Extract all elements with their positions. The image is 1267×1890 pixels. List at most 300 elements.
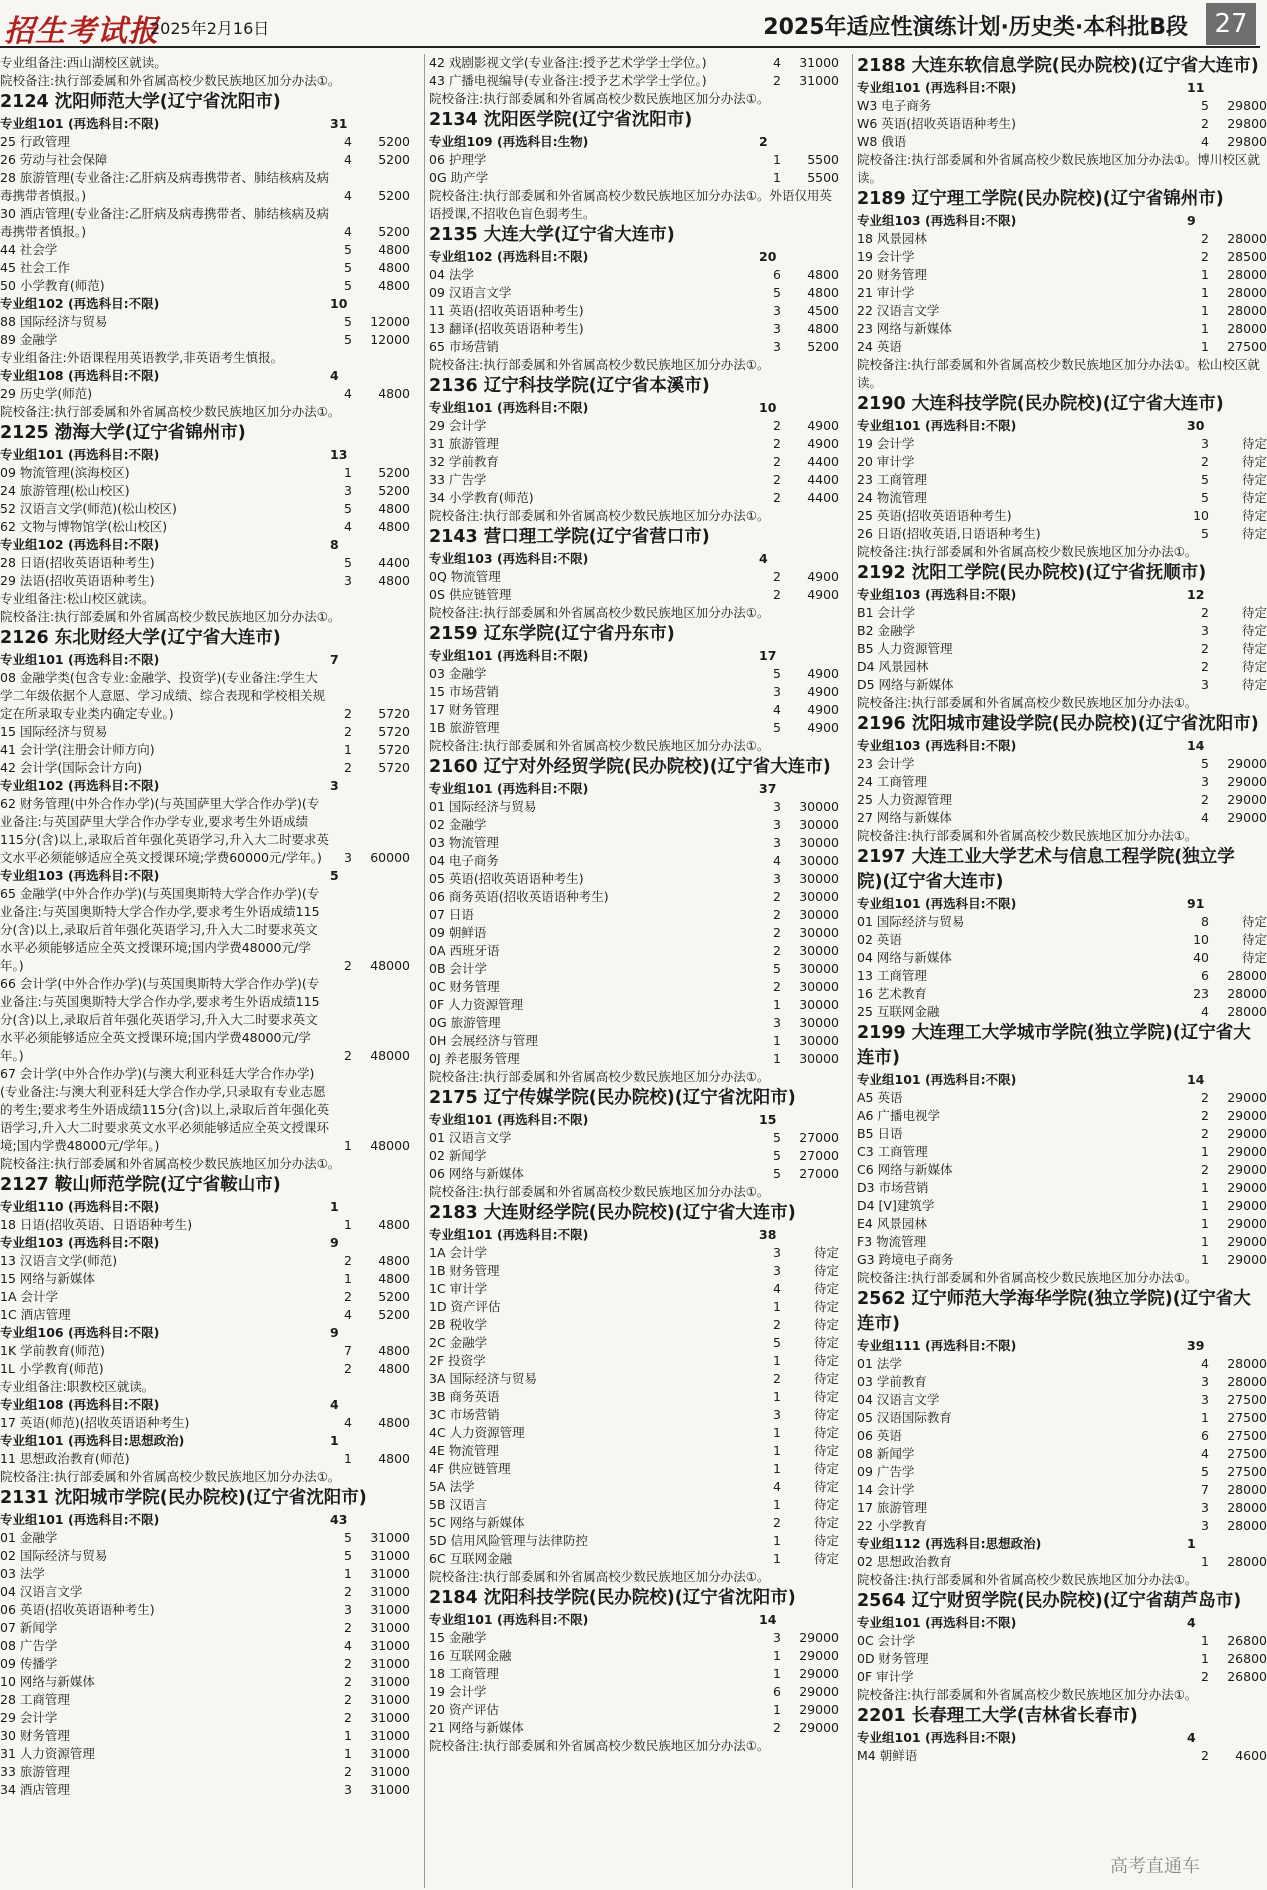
major-quota: 5	[773, 961, 781, 976]
major-tuition: 29800	[1227, 98, 1267, 113]
major-quota: 4	[773, 55, 781, 70]
major-quota: 5	[344, 242, 352, 257]
major-row	[857, 489, 1267, 507]
major-name: 01 汉语言文学	[429, 1130, 512, 1145]
major-quota: 5	[1201, 472, 1209, 487]
major-quota: 1	[344, 742, 352, 757]
major-name: 01 国际经济与贸易	[857, 914, 965, 929]
major-tuition: 待定	[1241, 623, 1267, 638]
major-name: 20 财务管理	[857, 267, 927, 282]
school-heading: 2196 沈阳城市建设学院(民办院校)(辽宁省沈阳市)	[857, 714, 1259, 734]
major-name: 0G 旅游管理	[429, 1015, 501, 1030]
major-row	[857, 1391, 1267, 1409]
major-tuition: 31000	[370, 1782, 410, 1797]
page-number: 27	[1206, 3, 1256, 45]
major-tuition: 29000	[799, 1720, 839, 1735]
group-label: 专业组110 (再选科目:不限)	[0, 1199, 160, 1214]
major-tuition: 待定	[813, 1317, 839, 1332]
major-name: 03 金融学	[429, 666, 487, 681]
major-tuition: 4800	[378, 260, 410, 275]
major-name: 88 国际经济与贸易	[0, 314, 108, 329]
major-row	[857, 1481, 1267, 1499]
major-name: 13 翻译(招收英语语种考生)	[429, 321, 584, 336]
major-group-row	[429, 1111, 838, 1129]
major-name: 1L 小学教育(师范)	[0, 1361, 104, 1376]
major-name: 19 会计学	[857, 249, 915, 264]
school-heading: 2124 沈阳师范大学(辽宁省沈阳市)	[0, 92, 281, 112]
major-row	[429, 701, 838, 719]
major-quota: 1	[1201, 303, 1209, 318]
major-name: 34 小学教育(师范)	[429, 490, 534, 505]
major-quota: 2	[773, 979, 781, 994]
major-quota: 10	[1193, 932, 1209, 947]
major-tuition: 5720	[378, 724, 410, 739]
remark-text: 院校备注:执行部委属和外省属高校少数民族地区加分办法①。	[429, 91, 770, 106]
major-tuition: 5200	[378, 1289, 410, 1304]
major-name: 09 传播学	[0, 1656, 58, 1671]
major-tuition: 28000	[1227, 1518, 1267, 1533]
major-name: 10 网络与新媒体	[0, 1674, 95, 1689]
major-row	[857, 1747, 1267, 1765]
major-name: 24 物流管理	[857, 490, 927, 505]
major-name: 01 法学	[857, 1356, 902, 1371]
major-row	[857, 507, 1267, 525]
major-name: 0F 审计学	[857, 1669, 914, 1684]
major-tuition: 26800	[1227, 1669, 1267, 1684]
major-quota: 3	[773, 684, 781, 699]
major-name: 26 日语(招收英语,日语语种考生)	[857, 526, 1041, 541]
major-row	[429, 1406, 838, 1424]
group-label: 专业组101 (再选科目:不限)	[429, 648, 589, 663]
major-name: 2B 税收学	[429, 1317, 488, 1332]
major-row	[429, 906, 838, 924]
major-tuition: 4800	[378, 278, 410, 293]
major-name: 14 会计学	[857, 1482, 915, 1497]
major-row	[857, 773, 1267, 791]
major-tuition: 待定	[813, 1389, 839, 1404]
major-row	[429, 1478, 838, 1496]
major-tuition: 4900	[807, 684, 839, 699]
group-quota: 12	[1187, 587, 1205, 602]
major-name: 19 会计学	[857, 436, 915, 451]
major-row	[429, 1262, 838, 1280]
major-row	[857, 658, 1267, 676]
major-tuition: 31000	[370, 1656, 410, 1671]
major-tuition: 30000	[799, 907, 839, 922]
major-row	[0, 1673, 410, 1691]
major-tuition: 待定	[1241, 436, 1267, 451]
major-tuition: 待定	[813, 1479, 839, 1494]
major-quota: 2	[1201, 1162, 1209, 1177]
major-quota: 2	[344, 1584, 352, 1599]
major-quota: 2	[773, 454, 781, 469]
major-name: 24 工商管理	[857, 774, 927, 789]
major-tuition: 27500	[1227, 1446, 1267, 1461]
major-name: 15 金融学	[429, 1630, 487, 1645]
major-name: 17 财务管理	[429, 702, 499, 717]
group-label: 专业组101 (再选科目:不限)	[0, 116, 160, 131]
major-tuition: 30000	[799, 1051, 839, 1066]
major-row	[0, 1216, 410, 1234]
school-heading: 2201 长春理工大学(吉林省长春市)	[857, 1706, 1138, 1726]
major-quota: 3	[773, 321, 781, 336]
major-name: 43 广播电视编导(专业备注:授予艺术学学士学位。)	[429, 73, 707, 88]
major-tuition: 29000	[1227, 1198, 1267, 1213]
column-1	[0, 54, 410, 1888]
major-row	[429, 1514, 838, 1532]
major-quota: 1	[773, 170, 781, 185]
major-quota: 1	[344, 1217, 352, 1232]
major-row	[0, 133, 410, 151]
major-quota: 2	[1201, 641, 1209, 656]
major-tuition: 28000	[1227, 1500, 1267, 1515]
major-group-row	[0, 1234, 410, 1252]
major-group-row	[429, 550, 838, 568]
major-tuition: 29000	[1227, 1234, 1267, 1249]
major-quota: 4	[344, 1307, 352, 1322]
major-name: 28 日语(招收英语语种考生)	[0, 555, 155, 570]
group-label: 专业组103 (再选科目:不限)	[0, 1235, 160, 1250]
major-name: 4E 物流管理	[429, 1443, 499, 1458]
school-heading: 2160 辽宁对外经贸学院(民办院校)(辽宁省大连市)	[429, 757, 831, 777]
major-name: 16 互联网金融	[429, 1648, 512, 1663]
group-quota: 4	[1187, 1730, 1196, 1745]
major-row	[0, 1450, 410, 1468]
major-tuition: 4800	[378, 1361, 410, 1376]
major-tuition: 60000	[370, 850, 410, 865]
group-quota: 15	[759, 1112, 777, 1127]
major-name: D5 网络与新媒体	[857, 677, 954, 692]
major-row	[429, 489, 838, 507]
major-name: 18 风景园林	[857, 231, 927, 246]
major-quota: 1	[1201, 267, 1209, 282]
major-row	[0, 1270, 410, 1288]
major-row	[429, 1032, 838, 1050]
major-name: E4 风景园林	[857, 1216, 927, 1231]
major-name: 13 汉语言文学(师范)	[0, 1253, 118, 1268]
major-row	[0, 885, 410, 975]
major-quota: 2	[344, 1710, 352, 1725]
major-quota: 2	[1201, 1748, 1209, 1763]
group-label: 专业组108 (再选科目:不限)	[0, 1397, 160, 1412]
major-row	[0, 205, 410, 241]
major-row	[0, 151, 410, 169]
remark-text: 院校备注:执行部委属和外省属高校少数民族地区加分办法①。	[857, 695, 1198, 710]
group-label: 专业组101 (再选科目:不限)	[857, 1615, 1017, 1630]
major-row	[857, 1355, 1267, 1373]
major-name: 42 戏剧影视文学(专业备注:授予艺术学学士学位。)	[429, 55, 707, 70]
major-tuition: 29000	[799, 1648, 839, 1663]
major-quota: 1	[344, 1271, 352, 1286]
major-group-row	[429, 780, 838, 798]
major-tuition: 31000	[370, 1764, 410, 1779]
major-row	[0, 1360, 410, 1378]
major-name: 27 网络与新媒体	[857, 810, 952, 825]
major-row	[429, 798, 838, 816]
major-tuition: 28000	[1227, 231, 1267, 246]
major-tuition: 30000	[799, 943, 839, 958]
major-name: 22 小学教育	[857, 1518, 927, 1533]
major-row	[857, 266, 1267, 284]
major-row	[0, 975, 410, 1065]
major-tuition: 待定	[1241, 454, 1267, 469]
group-label: 专业组103 (再选科目:不限)	[857, 587, 1017, 602]
major-quota: 4	[773, 1479, 781, 1494]
major-quota: 5	[773, 666, 781, 681]
major-tuition: 31000	[370, 1548, 410, 1563]
major-tuition: 30000	[799, 889, 839, 904]
major-row	[429, 665, 838, 683]
major-tuition: 待定	[1241, 605, 1267, 620]
major-row	[857, 471, 1267, 489]
major-name: 08 广告学	[0, 1638, 58, 1653]
major-name: 16 艺术教育	[857, 986, 927, 1001]
major-name: 07 日语	[429, 907, 474, 922]
major-tuition: 待定	[1241, 526, 1267, 541]
major-quota: 5	[1201, 98, 1209, 113]
major-tuition: 31000	[370, 1728, 410, 1743]
major-row	[0, 1547, 410, 1565]
major-quota: 4	[344, 188, 352, 203]
major-tuition: 4800	[807, 321, 839, 336]
major-name: 20 资产评估	[429, 1702, 499, 1717]
major-name: 3C 市场营销	[429, 1407, 500, 1422]
major-quota: 2	[1201, 1108, 1209, 1123]
group-quota: 10	[759, 400, 777, 415]
group-quota: 10	[330, 296, 348, 311]
major-tuition: 30000	[799, 979, 839, 994]
major-row	[857, 755, 1267, 773]
major-row	[0, 1252, 410, 1270]
major-quota: 3	[773, 1630, 781, 1645]
major-quota: 5	[344, 332, 352, 347]
major-row	[429, 816, 838, 834]
major-row	[857, 1089, 1267, 1107]
major-tuition: 29000	[1227, 1090, 1267, 1105]
major-name: 04 汉语言文学	[857, 1392, 940, 1407]
major-row	[857, 133, 1267, 151]
major-quota: 1	[344, 1138, 352, 1153]
major-name: 0J 养老服务管理	[429, 1051, 520, 1066]
major-quota: 2	[1201, 1126, 1209, 1141]
major-row	[429, 1298, 838, 1316]
group-quota: 39	[1187, 1338, 1205, 1353]
major-quota: 4	[773, 853, 781, 868]
major-row	[0, 482, 410, 500]
major-quota: 2	[773, 73, 781, 88]
major-tuition: 4900	[807, 720, 839, 735]
major-quota: 23	[1193, 986, 1209, 1001]
group-quota: 4	[759, 551, 768, 566]
major-tuition: 5200	[378, 465, 410, 480]
major-quota: 2	[344, 958, 352, 973]
major-tuition: 29000	[1227, 1162, 1267, 1177]
major-name: 50 小学教育(师范)	[0, 278, 105, 293]
major-tuition: 5200	[378, 188, 410, 203]
major-tuition: 31000	[799, 55, 839, 70]
group-quota: 5	[330, 868, 339, 883]
major-name: 06 商务英语(招收英语语种考生)	[429, 889, 609, 904]
major-quota: 2	[773, 1515, 781, 1530]
major-group-row	[857, 1729, 1260, 1747]
group-label: 专业组101 (再选科目:不限)	[429, 400, 589, 415]
major-row	[0, 241, 410, 259]
major-name: 4C 人力资源管理	[429, 1425, 525, 1440]
group-label: 专业组101 (再选科目:不限)	[0, 447, 160, 462]
major-row	[0, 500, 410, 518]
major-row	[429, 1719, 838, 1737]
major-row	[857, 230, 1267, 248]
major-name: 15 网络与新媒体	[0, 1271, 95, 1286]
major-group-row	[857, 417, 1260, 435]
major-row	[429, 1244, 838, 1262]
major-group-row	[429, 248, 838, 266]
major-name: 1K 学前教育(师范)	[0, 1343, 105, 1358]
major-name: 05 汉语国际教育	[857, 1410, 952, 1425]
major-quota: 5	[1201, 1464, 1209, 1479]
major-row	[857, 1517, 1267, 1535]
group-label: 专业组103 (再选科目:不限)	[857, 213, 1017, 228]
remark-text: 院校备注:执行部委属和外省属高校少数民族地区加分办法①。	[857, 1270, 1198, 1285]
major-quota: 2	[344, 1361, 352, 1376]
major-tuition: 28000	[1227, 1374, 1267, 1389]
major-name: 5C 网络与新媒体	[429, 1515, 525, 1530]
major-quota: 3	[344, 483, 352, 498]
major-name: C3 工商管理	[857, 1144, 928, 1159]
major-quota: 3	[344, 1602, 352, 1617]
major-tuition: 30000	[799, 1033, 839, 1048]
major-row	[0, 518, 410, 536]
major-tuition: 30000	[799, 853, 839, 868]
major-row	[0, 795, 410, 867]
major-quota: 2	[344, 1620, 352, 1635]
major-group-row	[857, 212, 1260, 230]
major-row	[857, 1445, 1267, 1463]
major-row	[0, 169, 410, 205]
major-row	[429, 960, 838, 978]
major-tuition: 4800	[378, 1415, 410, 1430]
major-tuition: 待定	[813, 1533, 839, 1548]
major-row	[429, 151, 838, 169]
group-label: 专业组102 (再选科目:不限)	[0, 778, 160, 793]
major-quota: 3	[1201, 1392, 1209, 1407]
major-name: 02 国际经济与贸易	[0, 1548, 108, 1563]
major-name: 22 汉语言文学	[857, 303, 940, 318]
major-quota: 1	[344, 1728, 352, 1743]
major-row	[429, 924, 838, 942]
major-name: 09 朝鲜语	[429, 925, 487, 940]
major-row	[429, 417, 838, 435]
remark-text: 院校备注:执行部委属和外省属高校少数民族地区加分办法①。	[0, 1156, 341, 1171]
major-quota: 1	[773, 1353, 781, 1368]
major-tuition: 待定	[1241, 641, 1267, 656]
major-quota: 3	[773, 339, 781, 354]
major-name: 44 社会学	[0, 242, 58, 257]
major-row	[429, 1165, 838, 1183]
major-row	[429, 1334, 838, 1352]
school-heading: 2197 大连工业大学艺术与信息工程学院(独立学院)(辽宁省大连市)	[857, 847, 1235, 892]
major-group-row	[0, 295, 410, 313]
major-quota: 3	[773, 817, 781, 832]
major-name: 42 会计学(国际会计方向)	[0, 760, 143, 775]
major-group-row	[429, 133, 838, 151]
major-row	[857, 338, 1267, 356]
major-tuition: 28000	[1227, 986, 1267, 1001]
major-row	[429, 1014, 838, 1032]
major-tuition: 28000	[1227, 285, 1267, 300]
major-quota: 1	[773, 997, 781, 1012]
major-quota: 8	[1201, 914, 1209, 929]
major-row	[0, 1565, 410, 1583]
major-name: 11 英语(招收英语语种考生)	[429, 303, 584, 318]
group-quota: 37	[759, 781, 777, 796]
major-name: 31 人力资源管理	[0, 1746, 95, 1761]
group-label: 专业组101 (再选科目:不限)	[857, 418, 1017, 433]
group-quota: 4	[1187, 1615, 1196, 1630]
major-row	[857, 791, 1267, 809]
major-tuition: 4800	[378, 1271, 410, 1286]
group-label: 专业组101 (再选科目:思想政治)	[0, 1433, 185, 1448]
major-group-row	[0, 1324, 410, 1342]
major-quota: 1	[773, 1051, 781, 1066]
major-row	[429, 1442, 838, 1460]
major-name: 06 网络与新媒体	[429, 1166, 524, 1181]
major-quota: 5	[344, 1548, 352, 1563]
major-row	[429, 834, 838, 852]
major-tuition: 5200	[378, 483, 410, 498]
major-row	[429, 1050, 838, 1068]
major-group-row	[857, 1614, 1260, 1632]
group-label: 专业组102 (再选科目:不限)	[429, 249, 589, 264]
major-quota: 2	[773, 1720, 781, 1735]
major-row	[429, 266, 838, 284]
group-quota: 14	[1187, 738, 1205, 753]
major-tuition: 4900	[807, 666, 839, 681]
major-quota: 4	[344, 1638, 352, 1653]
major-tuition: 31000	[370, 1584, 410, 1599]
major-tuition: 待定	[813, 1497, 839, 1512]
major-quota: 2	[1201, 659, 1209, 674]
major-name: 03 物流管理	[429, 835, 499, 850]
major-quota: 1	[773, 1461, 781, 1476]
group-label: 专业组103 (再选科目:不限)	[0, 868, 160, 883]
major-row	[0, 1637, 410, 1655]
major-quota: 1	[773, 1443, 781, 1458]
major-quota: 1	[773, 1648, 781, 1663]
major-tuition: 27000	[799, 1148, 839, 1163]
major-quota: 3	[773, 1263, 781, 1278]
major-name: 29 法语(招收英语语种考生)	[0, 573, 155, 588]
major-tuition: 30000	[799, 871, 839, 886]
major-name: 45 社会工作	[0, 260, 70, 275]
major-tuition: 28500	[1227, 249, 1267, 264]
major-name: 5B 汉语言	[429, 1497, 488, 1512]
major-quota: 3	[344, 850, 352, 865]
major-group-row	[857, 737, 1260, 755]
major-group-row	[0, 1511, 410, 1529]
major-quota: 4	[344, 386, 352, 401]
major-quota: 2	[1201, 1090, 1209, 1105]
major-tuition: 29800	[1227, 134, 1267, 149]
major-group-row	[0, 536, 410, 554]
major-name: 21 审计学	[857, 285, 915, 300]
group-quota: 11	[1187, 80, 1205, 95]
major-quota: 1	[1201, 1633, 1209, 1648]
group-label: 专业组102 (再选科目:不限)	[0, 537, 160, 552]
group-quota: 38	[759, 1227, 777, 1242]
major-name: 89 金融学	[0, 332, 58, 347]
major-name: 0H 会展经济与管理	[429, 1033, 538, 1048]
